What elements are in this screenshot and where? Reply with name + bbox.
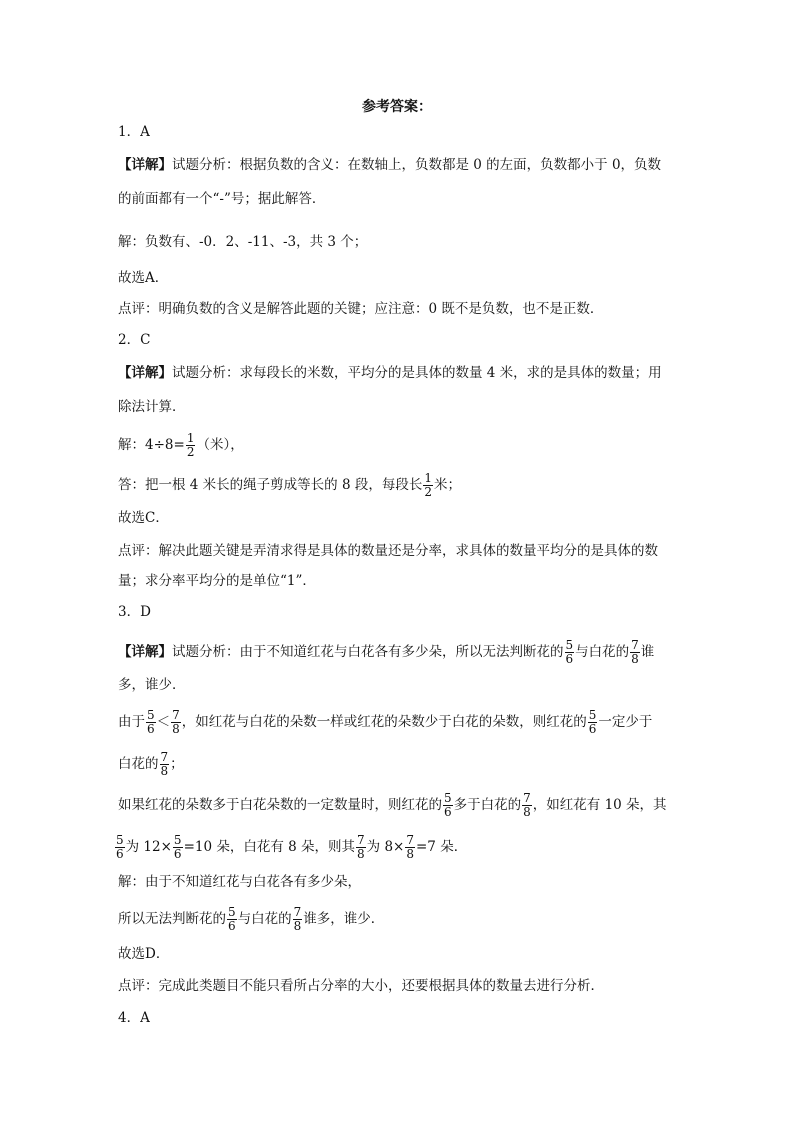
q3-text: ； [170,756,184,772]
fraction-denominator: 8 [293,919,302,933]
fraction-denominator: 6 [116,847,124,861]
q2-answer: 2．C [118,332,151,348]
q3-text: 如果红花的朵数多于白花朵数的一定数量时，则红花的 [118,797,442,813]
fraction-numerator: 5 [588,708,597,722]
q2-analysis-text-1: 试题分析：求每段长的米数，平均分的是具体的数量 4 米，求的是具体的数量；用 [172,365,662,381]
q3-solution-line-2 [118,906,384,933]
fraction-numerator: 1 [186,431,195,445]
fraction-denominator: 8 [631,652,639,666]
q1-analysis-line-1 [118,155,661,175]
fraction-5-6 [227,906,237,933]
detail-label: 【详解】 [118,365,172,381]
fraction-numerator: 7 [406,833,414,847]
fraction-5-6 [146,709,156,736]
fraction-7-8 [171,709,181,736]
fraction-numerator: 5 [116,833,124,847]
q3-choice: 故选D． [118,946,170,962]
q1-answer: 1．A [118,124,150,140]
q1-choice: 故选A． [118,270,169,286]
fraction-7-8 [160,751,170,778]
fraction-1-2 [186,432,196,459]
q3-analysis-line-4 [118,751,184,778]
q3-analysis-line-6 [114,834,467,861]
q3-text: 与白花的 [575,644,630,660]
fraction-denominator: 8 [523,805,531,819]
fraction-denominator: 8 [357,847,365,861]
fraction-1-2 [423,472,433,499]
fraction-7-8 [356,834,366,861]
q3-text: 与白花的 [237,911,292,927]
fraction-numerator: 5 [565,638,574,652]
fraction-denominator: 6 [147,722,155,736]
q2-answer-prefix: 答：把一根 4 米长的绳子剪成等长的 8 段，每段长 [118,477,423,493]
q1-solution: 解：负数有、-0．2、-11、-3，共 3 个； [118,234,368,250]
fraction-numerator: 7 [631,638,639,652]
fraction-denominator: 6 [444,805,452,819]
q3-text: 为 12× [125,839,172,855]
q1-analysis-line-2: 的前面都有一个“-”号；据此解答． [118,191,326,207]
q2-answer-sentence [118,472,461,499]
q3-text: =7 朵． [416,839,468,855]
fraction-denominator: 6 [565,652,574,666]
fraction-denominator: 6 [173,847,182,861]
page-title: 参考答案： [362,99,432,115]
q3-text: 多于白花的 [453,797,522,813]
fraction-denominator: 6 [588,722,597,736]
detail-label: 【详解】 [118,644,172,660]
fraction-numerator: 5 [147,708,155,722]
fraction-numerator: 7 [160,750,169,764]
q2-comment-line-2: 量；求分率平均分的是单位“1”． [118,573,316,589]
fraction-denominator: 2 [424,485,432,499]
q3-text: 谁 [640,644,655,660]
fraction-5-6 [443,792,453,819]
fraction-numerator: 7 [523,791,531,805]
fraction-numerator: 5 [228,905,236,919]
fraction-5-6 [173,834,183,861]
q3-text: ，如红花有 10 朵，其 [532,797,667,813]
q3-analysis-line-3 [118,709,652,736]
fraction-5-6 [588,709,598,736]
fraction-denominator: 8 [406,847,414,861]
fraction-numerator: 5 [173,833,182,847]
fraction-denominator: 8 [160,764,169,778]
fraction-7-8 [405,834,415,861]
q1-comment: 点评：明确负数的含义是解答此题的关键；应注意：0 既不是负数，也不是正数． [118,301,604,317]
fraction-5-6 [565,639,575,666]
q2-answer-suffix: 米； [433,477,461,493]
fraction-numerator: 7 [172,708,180,722]
q3-answer: 3．D [118,604,151,620]
detail-label: 【详解】 [118,157,172,173]
fraction-numerator: 5 [444,791,452,805]
fraction-denominator: 2 [186,445,195,459]
q1-analysis-text-1: 试题分析：根据负数的含义：在数轴上，负数都是 0 的左面，负数都小于 0，负数 [172,157,662,173]
q3-text: 由于 [118,714,145,730]
fraction-numerator: 1 [424,471,432,485]
q3-analysis-line-2: 多，谁少． [118,677,186,693]
fraction-denominator: 8 [172,722,180,736]
fraction-denominator: 6 [228,919,236,933]
q2-comment-line-1: 点评：解决此题关键是弄清求得是具体的数量还是分率，求具体的数量平均分的是具体的数 [118,543,658,559]
q2-analysis-line-1 [118,363,662,383]
q4-answer: 4．A [118,1010,150,1026]
fraction-numerator: 7 [293,905,302,919]
q2-solution-suffix: （米）， [196,437,244,453]
fraction-7-8 [522,792,532,819]
q3-text: ，如红花与白花的朵数一样或红花的朵数少于白花的朵数，则红花的 [181,714,587,730]
q3-analysis-line-5 [118,792,667,819]
q3-text: 白花的 [118,756,159,772]
fraction-numerator: 7 [357,833,365,847]
q3-text: 谁多，谁少． [303,911,385,927]
q3-text: 试题分析：由于不知道红花与白花各有多少朵，所以无法判断花的 [172,644,564,660]
q3-text: 所以无法判断花的 [118,911,226,927]
q3-text: 一定少于 [598,714,653,730]
q3-text: =10 朵，白花有 8 朵，则其 [183,839,356,855]
q3-comment: 点评：完成此类题目不能只看所占分率的大小，还要根据具体的数量去进行分析． [118,978,604,994]
q3-text: 为 8× [366,839,405,855]
fraction-5-6 [115,834,125,861]
fraction-7-8 [293,906,303,933]
q2-solution-prefix: 解：4÷8= [118,437,185,453]
q2-solution [118,432,244,459]
q2-analysis-line-2: 除法计算． [118,399,186,415]
fraction-7-8 [630,639,640,666]
less-than-sign: ＜ [156,714,171,730]
q3-solution-line-1: 解：由于不知道红花与白花各有多少朵， [118,874,361,890]
q2-choice: 故选C． [118,510,169,526]
q3-analysis-line-1 [118,639,654,666]
